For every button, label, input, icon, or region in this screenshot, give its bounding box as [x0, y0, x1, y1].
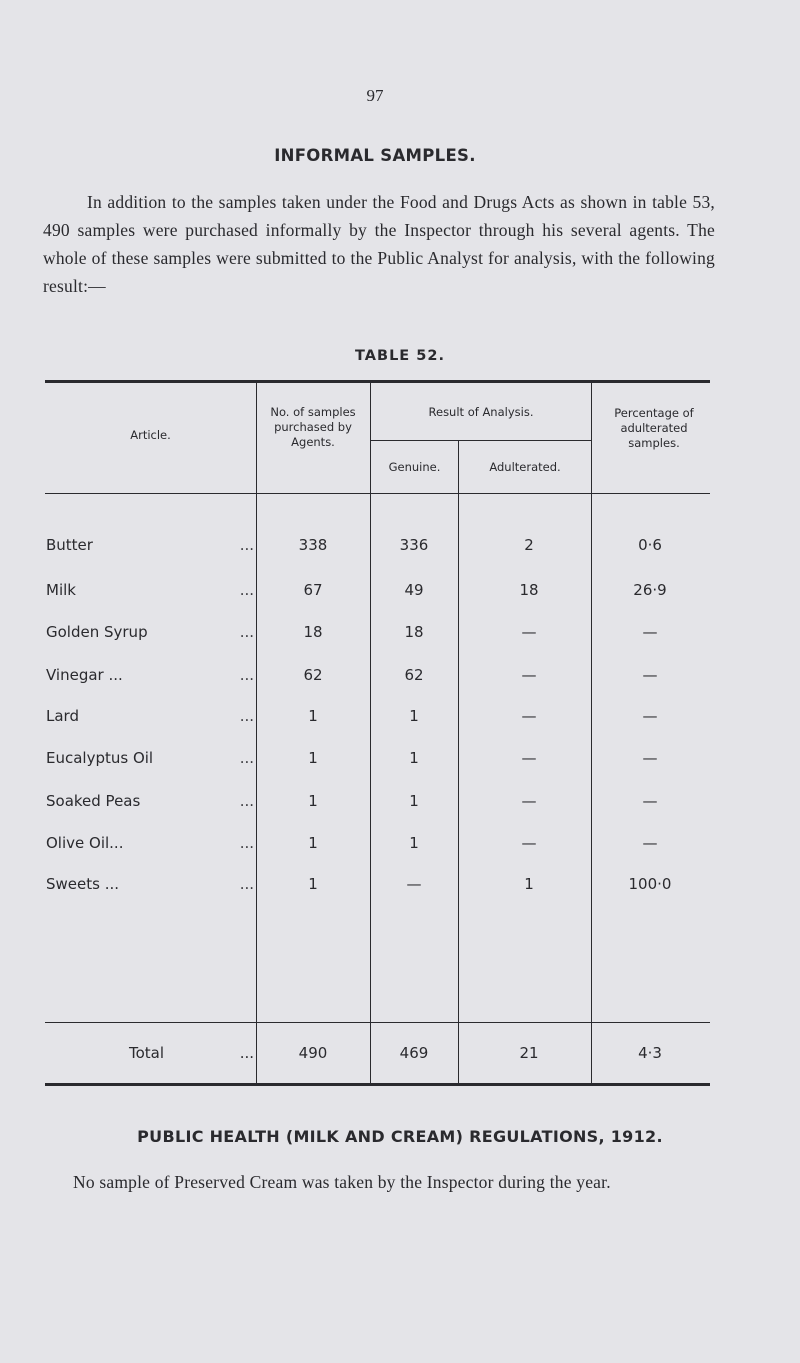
row-adulterated: 2: [524, 536, 534, 554]
row-leader-dots: ...: [239, 707, 254, 725]
row-genuine: 62: [404, 666, 424, 684]
row-samples: 62: [303, 666, 323, 684]
table-row: [46, 706, 254, 726]
row-genuine: —: [406, 875, 422, 893]
table-top-rule: [45, 380, 710, 383]
row-percentage: —: [642, 792, 658, 810]
regulations-paragraph: No sample of Preserved Cream was taken by the Inspector during the year.: [73, 1172, 611, 1192]
row-leader-dots: ...: [239, 834, 254, 852]
section-title: INFORMAL SAMPLES.: [274, 146, 476, 165]
row-samples: 67: [303, 581, 323, 599]
row-genuine: 49: [404, 581, 424, 599]
table-title: TABLE 52.: [355, 348, 445, 364]
regulations-title: PUBLIC HEALTH (MILK AND CREAM) REGULATIONS, 1912.: [137, 1127, 663, 1146]
row-adulterated: 1: [524, 875, 534, 893]
row-genuine: 336: [399, 536, 429, 554]
row-adulterated: —: [521, 834, 537, 852]
col-rule-2: [370, 383, 371, 1083]
row-leader-dots: ...: [239, 875, 254, 893]
row-adulterated: —: [521, 792, 537, 810]
table-row: [46, 622, 254, 642]
row-percentage: 0·6: [638, 536, 662, 554]
row-leader-dots: ...: [239, 536, 254, 554]
row-leader-dots: ...: [239, 792, 254, 810]
col-rule-4: [591, 383, 592, 1083]
table-row: [46, 748, 254, 768]
table-row: [46, 580, 254, 600]
row-leader-dots: ...: [239, 623, 254, 641]
row-article: Olive Oil...: [46, 834, 124, 852]
row-percentage: —: [642, 623, 658, 641]
row-percentage: —: [642, 749, 658, 767]
row-samples: 1: [308, 834, 318, 852]
table-row: [46, 665, 254, 685]
row-percentage: —: [642, 707, 658, 725]
header-result-group: Result of Analysis.: [428, 405, 534, 419]
total-label: Total: [129, 1044, 165, 1062]
row-genuine: 18: [404, 623, 424, 641]
row-samples: 1: [308, 749, 318, 767]
header-adulterated: Adulterated.: [489, 460, 561, 474]
total-genuine: 469: [399, 1044, 429, 1062]
row-adulterated: 18: [519, 581, 539, 599]
row-samples: 1: [308, 875, 318, 893]
table-row: [46, 833, 254, 853]
table-row: [46, 535, 254, 555]
row-article: Lard: [46, 707, 79, 725]
total-row: [46, 1043, 254, 1063]
page-number: 97: [366, 86, 384, 105]
row-article: Eucalyptus Oil: [46, 749, 154, 767]
row-leader-dots: ...: [239, 749, 254, 767]
row-samples: 338: [298, 536, 328, 554]
header-percentage: Percentage of adulterated samples.: [614, 406, 694, 450]
header-article: Article.: [130, 428, 171, 442]
row-article: Butter: [46, 536, 93, 554]
row-samples: 1: [308, 792, 318, 810]
row-adulterated: —: [521, 707, 537, 725]
row-genuine: 1: [409, 792, 419, 810]
row-genuine: 1: [409, 707, 419, 725]
row-adulterated: —: [521, 749, 537, 767]
total-samples: 490: [298, 1044, 328, 1062]
table-bottom-rule: [45, 1083, 710, 1086]
row-percentage: —: [642, 666, 658, 684]
header-genuine: Genuine.: [388, 460, 441, 474]
table-row: [46, 874, 254, 894]
row-article: Golden Syrup: [46, 623, 148, 641]
row-samples: 1: [308, 707, 318, 725]
row-percentage: —: [642, 834, 658, 852]
row-leader-dots: ...: [239, 581, 254, 599]
total-leader-dots: ...: [239, 1044, 254, 1062]
row-adulterated: —: [521, 623, 537, 641]
row-genuine: 1: [409, 749, 419, 767]
result-group-rule: [370, 440, 591, 441]
row-adulterated: —: [521, 666, 537, 684]
row-article: Sweets ...: [46, 875, 120, 893]
total-top-rule: [45, 1022, 710, 1023]
total-adulterated: 21: [519, 1044, 539, 1062]
col-rule-1: [256, 383, 257, 1083]
header-samples: No. of samples purchased by Agents.: [270, 405, 356, 449]
row-article: Milk: [46, 581, 76, 599]
row-samples: 18: [303, 623, 323, 641]
table-row: [46, 791, 254, 811]
row-percentage: 26·9: [633, 581, 667, 599]
row-leader-dots: ...: [239, 666, 254, 684]
total-percentage: 4·3: [638, 1044, 662, 1062]
row-article: Vinegar ...: [46, 666, 123, 684]
header-bottom-rule: [45, 493, 710, 494]
row-genuine: 1: [409, 834, 419, 852]
row-percentage: 100·0: [628, 875, 672, 893]
row-article: Soaked Peas: [46, 792, 141, 810]
intro-paragraph: In addition to the samples taken under the Food and Drugs Acts as shown in table 53, 490 samples were purchased informally by the Inspector through his several agents. The whole of these samples were submitted to the Public Analyst for analysis, with the following result:—: [43, 192, 715, 296]
